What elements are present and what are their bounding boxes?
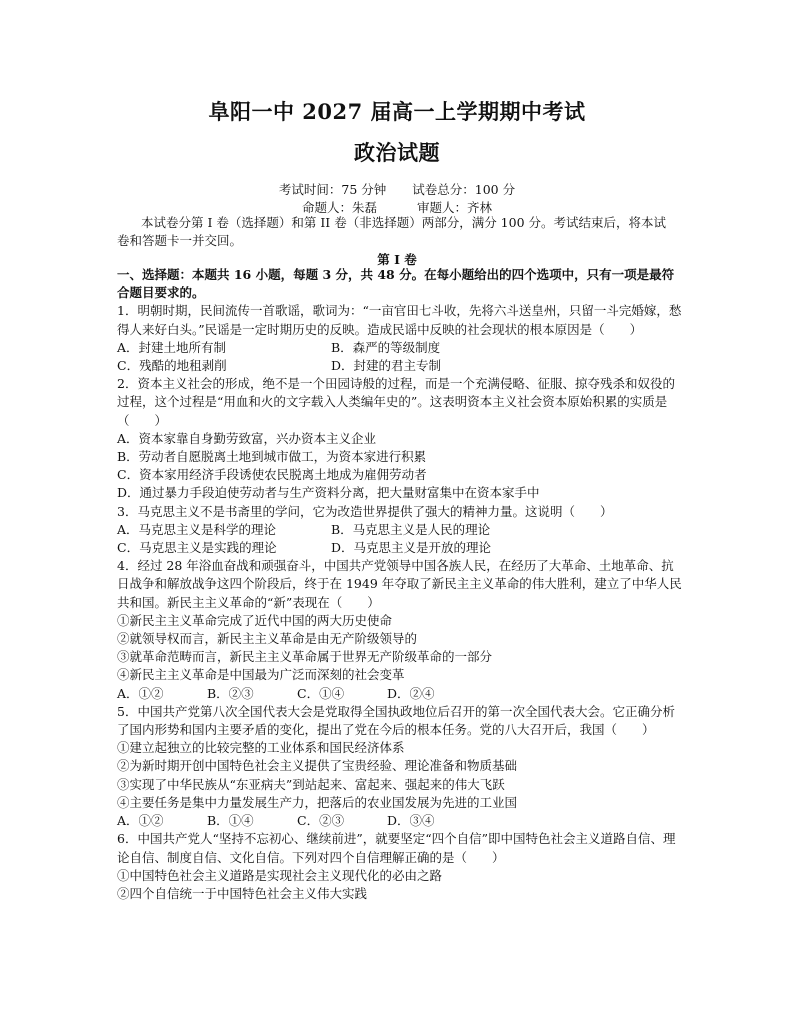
total-score: 试卷总分：100 分 — [412, 182, 516, 197]
question-stem: 3．马克思主义不是书斋里的学问，它为改造世界提供了强大的精神力量。这说明（ ） — [117, 503, 613, 519]
question-stem: 2．资本主义社会的形成，绝不是一个田园诗般的过程，而是一个充满侵略、征服、掠夺残杀和奴役的过程，这个过程是“用血和火的文字载入人类编年史的”。这表明资本主义社会资本原始积累的实质是（ ） — [117, 376, 675, 428]
option: A．封建土地所有制 — [117, 339, 227, 355]
statement-item: ①新民主主义革命完成了近代中国的两大历史使命 — [117, 612, 393, 628]
question-stem: 1．明朝时期，民间流传一首歌谣，歌词为：“一亩官田七斗收，先将六斗送皇州，只留一斗完婚嫁，愁得人来好白头。”民谣是一定时期历史的反映。造成民谣中反映的社会现状的根本原因是（ ） — [117, 303, 682, 337]
statement-item: ③就革命范畴而言，新民主主义革命属于世界无产阶级革命的一部分 — [117, 649, 493, 665]
option: A．资本家靠自身勤劳致富，兴办资本主义企业 — [117, 430, 377, 446]
option: C．资本家用经济手段诱使农民脱离土地成为雇佣劳动者 — [117, 467, 427, 483]
statement-item: ③实现了中华民族从“东亚病夫”到站起来、富起来、强起来的伟大飞跃 — [117, 776, 505, 792]
question-stem: 4．经过 28 年浴血奋战和顽强奋斗，中国共产党领导中国各族人民，在经历了大革命、土地革命、抗日战争和解放战争这四个阶段后，终于在 1949 年夺取了新民主主义革命的伟大胜利，建立了中华人民共和国。新民主主义革命的“新”表现在（ ） — [117, 558, 682, 610]
option: D．③④ — [387, 813, 435, 829]
exam-meta-line-1 — [0, 180, 794, 198]
option-row — [117, 357, 682, 375]
option: A．①② — [117, 813, 164, 829]
option: A．马克思主义是科学的理论 — [117, 521, 277, 537]
option-row — [117, 339, 682, 357]
option-row — [117, 539, 682, 557]
option: B．森严的等级制度 — [331, 339, 441, 355]
reviewer: 审题人：齐林 — [417, 200, 493, 215]
section-label: 第 I 卷 — [377, 252, 417, 267]
option: C．马克思主义是实践的理论 — [117, 540, 277, 556]
exam-title: 阜阳一中 2027 届高一上学期期中考试 — [208, 99, 586, 124]
question-stem: 5．中国共产党第八次全国代表大会是党取得全国执政地位后召开的第一次全国代表大会。它正确分析了国内形势和国内主要矛盾的变化，提出了党在今后的根本任务。党的八大召开后，我国（ ） — [117, 703, 675, 738]
statement-item: ①中国特色社会主义道路是实现社会主义现代化的必由之路 — [117, 867, 443, 883]
statement-item: ④新民主主义革命是中国最为广泛而深刻的社会变革 — [117, 667, 405, 683]
option: B．①④ — [207, 813, 254, 829]
option: D．封建的君主专制 — [331, 358, 442, 374]
option: B．劳动者自愿脱离土地到城市做工，为资本家进行积累 — [117, 449, 427, 465]
option: D．通过暴力手段迫使劳动者与生产资料分离，把大量财富集中在资本家手中 — [117, 485, 540, 501]
option-row — [117, 685, 682, 703]
option: D．②④ — [387, 685, 435, 701]
option: B．马克思主义是人民的理论 — [331, 521, 491, 537]
statement-item: ①建立起独立的比较完整的工业体系和国民经济体系 — [117, 740, 405, 756]
option: A．①② — [117, 685, 164, 701]
option-row — [117, 812, 682, 830]
option: C．残酷的地租剥削 — [117, 358, 227, 374]
section-instruction: 一、选择题：本题共 16 小题，每题 3 分，共 48 分。在每小题给出的四个选项中，只有一项是最符合题目要求的。 — [117, 267, 675, 301]
question-stem: 6．中国共产党人“坚持不忘初心、继续前进”，就要坚定“四个自信”即中国特色社会主义道路自信、理论自信、制度自信、文化自信。下列对四个自信理解正确的是（ ） — [117, 831, 676, 865]
statement-item: ②为新时期开创中国特色社会主义提供了宝贵经验、理论准备和物质基础 — [117, 758, 518, 774]
statement-item: ②四个自信统一于中国特色社会主义伟大实践 — [117, 885, 368, 901]
statement-item: ④主要任务是集中力量发展生产力，把落后的农业国发展为先进的工业国 — [117, 794, 518, 810]
exam-time: 考试时间：75 分钟 — [278, 182, 387, 197]
exam-intro: 本试卷分第 I 卷（选择题）和第 II 卷（非选择题）两部分，满分 100 分。考试结束后，将本试卷和答题卡一并交回。 — [117, 215, 667, 248]
setter: 命题人：朱磊 — [301, 200, 377, 215]
question-list — [117, 266, 682, 903]
subject-title: 政治试题 — [354, 140, 440, 165]
option: B．②③ — [207, 685, 254, 701]
option: C．②③ — [297, 813, 345, 829]
option: C．①④ — [297, 685, 345, 701]
statement-item: ②就领导权而言，新民主主义革命是由无产阶级领导的 — [117, 631, 418, 647]
option: D．马克思主义是开放的理论 — [331, 540, 492, 556]
option-row — [117, 521, 682, 539]
